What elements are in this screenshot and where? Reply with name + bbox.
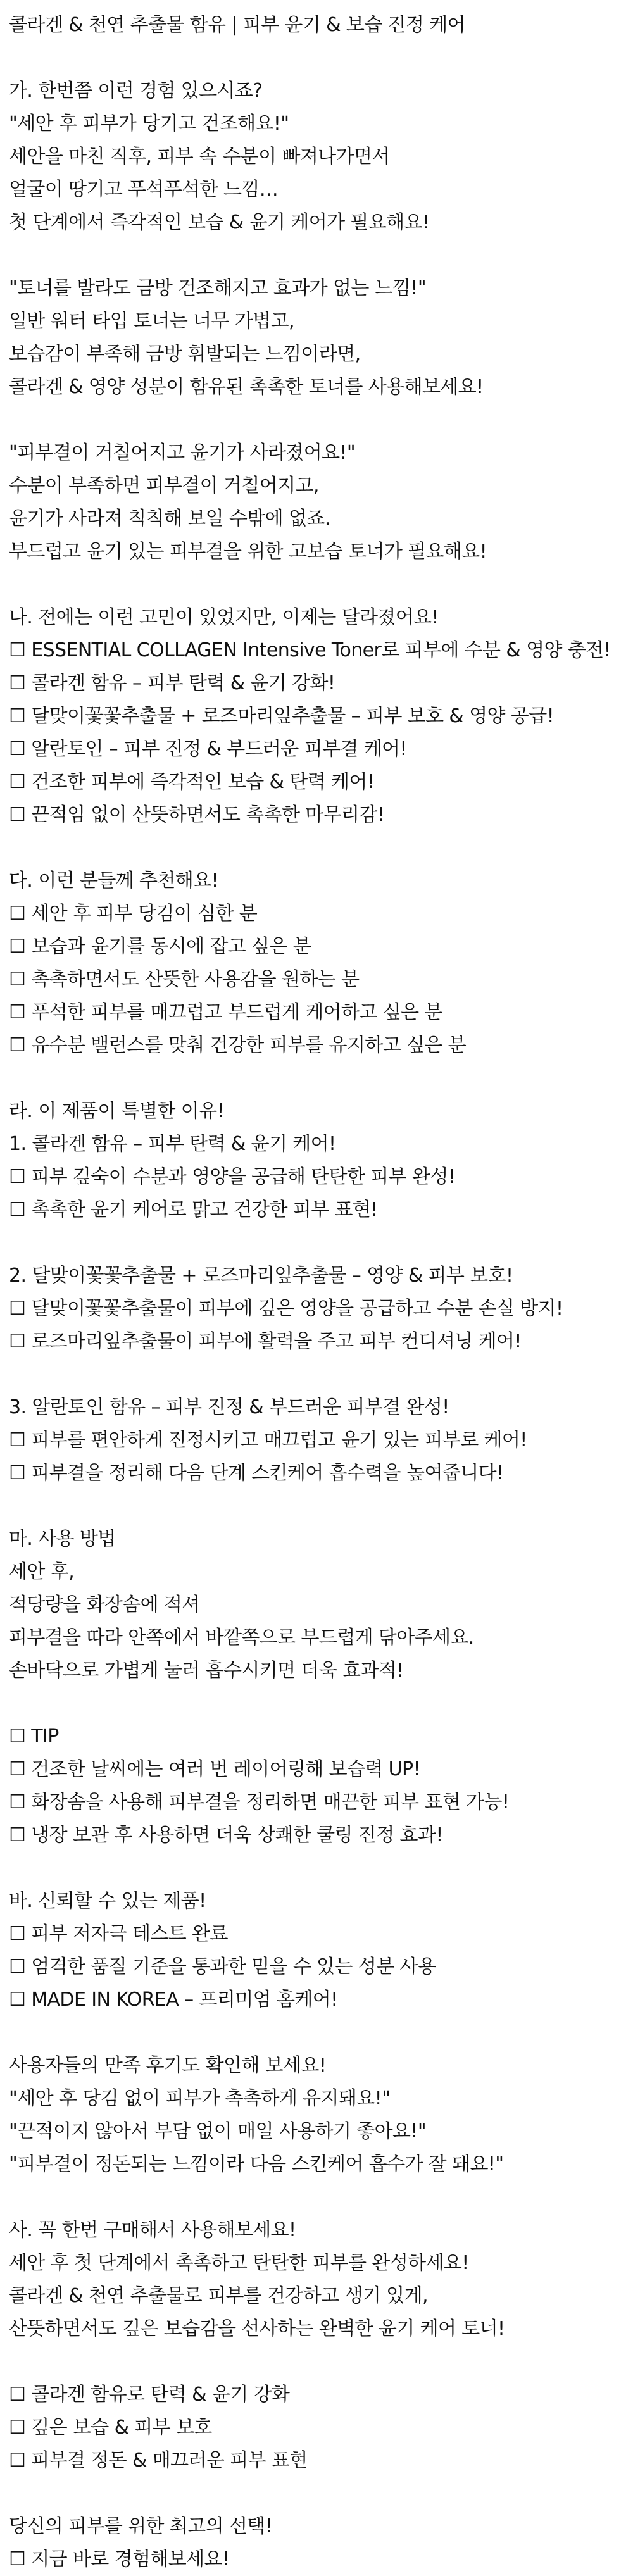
blank-line — [0, 1852, 633, 1885]
quote-line: "끈적이지 않아서 부담 없이 매일 사용하기 좋아요!" — [9, 2120, 427, 2142]
blank-line — [0, 239, 633, 272]
checkbox-list-item: ☐ 건조한 피부에 즉각적인 보습 & 탄력 케어! — [9, 771, 375, 793]
checkbox-list-item: ☐ 달맞이꽃꽃추출물 + 로즈마리잎추출물 – 피부 보호 & 영양 공급! — [9, 705, 554, 727]
checkbox-list-item: ☐ 냉장 보관 후 사용하면 더욱 상쾌한 쿨링 진정 효과! — [9, 1824, 443, 1846]
checkbox-list-item: ☐ 엄격한 품질 기준을 통과한 믿을 수 있는 성분 사용 — [9, 1956, 436, 1978]
checkbox-list-item: ☐ 촉촉하면서도 산뜻한 사용감을 원하는 분 — [9, 968, 360, 991]
blank-line — [0, 1687, 633, 1720]
text-line: 윤기가 사라져 칙칙해 보일 수밖에 없죠. — [9, 508, 330, 530]
checkbox-list-item: ☐ 알란토인 – 피부 진정 & 부드러운 피부결 케어! — [9, 738, 407, 760]
checkbox-list-item: ☐ 세안 후 피부 당김이 심한 분 — [9, 903, 258, 925]
checkbox-list-item: ☐ 유수분 밸런스를 맞춰 건강한 피부를 유지하고 싶은 분 — [9, 1034, 467, 1056]
text-line: 적당량을 화장솜에 적셔 — [9, 1594, 200, 1616]
checkbox-list-item: ☐ MADE IN KOREA – 프리미엄 홈케어! — [9, 1989, 338, 2011]
text-line: 콜라겐 & 천연 추출물로 피부를 건강하고 생기 있게, — [9, 2285, 428, 2307]
checkbox-list-item: ☐ 건조한 날씨에는 여러 번 레이어링해 보습력 UP! — [9, 1758, 420, 1780]
section-heading: 마. 사용 방법 — [9, 1528, 116, 1550]
checkbox-list-item: ☐ 깊은 보습 & 피부 보호 — [9, 2417, 212, 2439]
quote-line: "피부결이 거칠어지고 윤기가 사라졌어요!" — [9, 442, 356, 464]
numbered-heading: 3. 알란토인 함유 – 피부 진정 & 부드러운 피부결 완성! — [9, 1396, 449, 1418]
checkbox-list-item: ☐ 로즈마리잎추출물이 피부에 활력을 주고 피부 컨디셔닝 케어! — [9, 1330, 522, 1353]
document-title: 콜라겐 & 천연 추출물 함유 | 피부 윤기 & 보습 진정 케어 — [9, 14, 465, 36]
blank-line — [0, 2016, 633, 2049]
text-line: 세안 후 첫 단계에서 촉촉하고 탄탄한 피부를 완성하세요! — [9, 2252, 469, 2274]
section-heading: 바. 신뢰할 수 있는 제품! — [9, 1890, 206, 1912]
checkbox-list-item: ☐ 끈적임 없이 산뜻하면서도 촉촉한 마무리감! — [9, 804, 385, 826]
blank-line — [0, 2181, 633, 2214]
numbered-heading: 1. 콜라겐 함유 – 피부 탄력 & 윤기 케어! — [9, 1133, 336, 1155]
checkbox-list-item: ☐ 피부결 정돈 & 매끄러운 피부 표현 — [9, 2449, 308, 2472]
text-line: 사용자들의 만족 후기도 확인해 보세요! — [9, 2054, 327, 2077]
checkbox-list-item: ☐ 콜라겐 함유 – 피부 탄력 & 윤기 강화! — [9, 672, 335, 694]
blank-line — [0, 832, 633, 865]
text-line: 콜라겐 & 영양 성분이 함유된 촉촉한 토너를 사용해보세요! — [9, 376, 484, 398]
checkbox-list-item: ☐ TIP — [9, 1725, 59, 1748]
checkbox-list-item: ☐ 지금 바로 경험해보세요! — [9, 2548, 230, 2570]
section-heading: 가. 한번쯤 이런 경험 있으시죠? — [9, 80, 263, 102]
blank-line — [0, 1227, 633, 1260]
checkbox-list-item: ☐ 화장솜을 사용해 피부결을 정리하면 매끈한 피부 표현 가능! — [9, 1791, 510, 1813]
numbered-heading: 2. 달맞이꽃꽃추출물 + 로즈마리잎추출물 – 영양 & 피부 보호! — [9, 1265, 513, 1287]
text-line: 보습감이 부족해 금방 휘발되는 느낌이라면, — [9, 343, 361, 365]
checkbox-list-item: ☐ ESSENTIAL COLLAGEN Intensive Toner로 피부에 수분 & 영양 충전! — [9, 639, 611, 661]
checkbox-list-item: ☐ 달맞이꽃꽃추출물이 피부에 깊은 영양을 공급하고 수분 손실 방지! — [9, 1297, 563, 1320]
text-line: 당신의 피부를 위한 최고의 선택! — [9, 2515, 273, 2537]
quote-line: "피부결이 정돈되는 느낌이라 다음 스킨케어 흡수가 잘 돼요!" — [9, 2153, 504, 2175]
blank-line — [0, 42, 633, 75]
text-line: 부드럽고 윤기 있는 피부결을 위한 고보습 토너가 필요해요! — [9, 541, 487, 563]
text-line: 손바닥으로 가볍게 눌러 흡수시키면 더욱 효과적! — [9, 1660, 404, 1682]
checkbox-list-item: ☐ 콜라겐 함유로 탄력 & 윤기 강화 — [9, 2384, 290, 2406]
section-heading: 라. 이 제품이 특별한 이유! — [9, 1100, 224, 1122]
checkbox-list-item: ☐ 푸석한 피부를 매끄럽고 부드럽게 케어하고 싶은 분 — [9, 1001, 442, 1023]
blank-line — [0, 568, 633, 601]
text-line: 산뜻하면서도 깊은 보습감을 선사하는 완벽한 윤기 케어 토너! — [9, 2318, 505, 2340]
blank-line — [0, 1358, 633, 1391]
checkbox-list-item: ☐ 피부 저자극 테스트 완료 — [9, 1923, 228, 1945]
checkbox-list-item: ☐ 보습과 윤기를 동시에 잡고 싶은 분 — [9, 935, 311, 958]
blank-line — [0, 2346, 633, 2379]
checkbox-list-item: ☐ 피부결을 정리해 다음 단계 스킨케어 흡수력을 높여줍니다! — [9, 1462, 504, 1484]
section-heading: 나. 전에는 이런 고민이 있었지만, 이제는 달라졌어요! — [9, 606, 439, 628]
text-line: 세안 후, — [9, 1561, 75, 1583]
text-line: 수분이 부족하면 피부결이 거칠어지고, — [9, 475, 319, 497]
blank-line — [0, 1062, 633, 1095]
quote-line: "세안 후 당김 없이 피부가 촉촉하게 유지돼요!" — [9, 2087, 391, 2110]
blank-line — [0, 2477, 633, 2510]
checkbox-list-item: ☐ 피부 깊숙이 수분과 영양을 공급해 탄탄한 피부 완성! — [9, 1166, 456, 1188]
text-line: 첫 단계에서 즉각적인 보습 & 윤기 케어가 필요해요! — [9, 211, 430, 234]
section-heading: 다. 이런 분들께 추천해요! — [9, 870, 218, 892]
quote-line: "세안 후 피부가 당기고 건조해요!" — [9, 113, 289, 135]
blank-line — [0, 1490, 633, 1523]
blank-line — [0, 404, 633, 437]
quote-line: "토너를 발라도 금방 건조해지고 효과가 없는 느낌!" — [9, 277, 427, 299]
text-line: 피부결을 따라 안쪽에서 바깥쪽으로 부드럽게 닦아주세요. — [9, 1627, 474, 1649]
text-line: 일반 워터 타입 토너는 너무 가볍고, — [9, 310, 294, 332]
text-line: 세안을 마친 직후, 피부 속 수분이 빠져나가면서 — [9, 146, 390, 168]
checkbox-list-item: ☐ 피부를 편안하게 진정시키고 매끄럽고 윤기 있는 피부로 케어! — [9, 1429, 527, 1451]
checkbox-list-item: ☐ 촉촉한 윤기 케어로 맑고 건강한 피부 표현! — [9, 1199, 378, 1221]
text-line: 얼굴이 땅기고 푸석푸석한 느낌… — [9, 178, 279, 201]
section-heading: 사. 꼭 한번 구매해서 사용해보세요! — [9, 2219, 296, 2241]
